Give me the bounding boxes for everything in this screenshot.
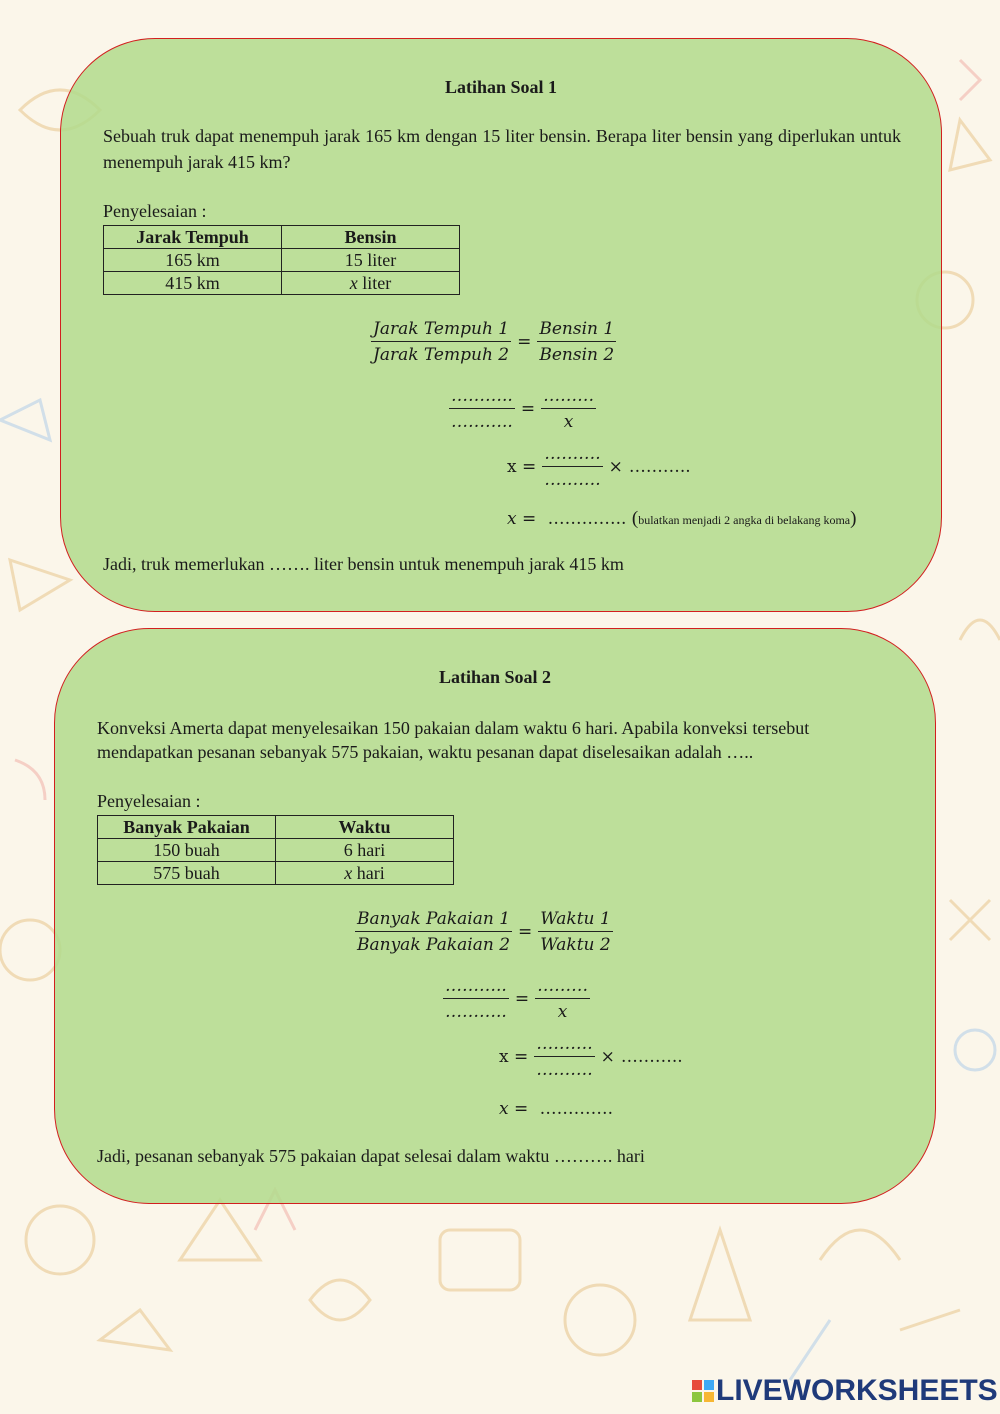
- equation-solve-x-2: [499, 1034, 683, 1080]
- table-header: Bensin: [282, 226, 460, 249]
- times-sign: ×: [608, 457, 623, 477]
- table-cell: 6 hari: [276, 839, 454, 862]
- table-header: Jarak Tempuh: [104, 226, 282, 249]
- x-equals: x =: [507, 457, 537, 477]
- solution-label-1: Penyelesaian :: [103, 201, 207, 221]
- blank-denominator: ………..: [451, 412, 513, 432]
- x-equals: x =: [499, 1047, 529, 1067]
- blank-result: …………..: [547, 509, 627, 529]
- fraction-denominator: Banyak Pakaian 2: [357, 935, 511, 955]
- exercise-1-conclusion: Jadi, truk memerlukan ……. liter bensin untuk menempuh jarak 415 km: [103, 554, 624, 574]
- blank-denominator: ……….: [544, 470, 601, 490]
- solution-label-2: Penyelesaian :: [97, 791, 201, 811]
- exercise-2-question-line1: Konveksi Amerta dapat menyelesaikan 150 pakaian dalam waktu 6 hari. Apabila konveksi tersebut: [97, 718, 810, 738]
- equals-sign: =: [520, 399, 536, 419]
- exercise-2-question-line2: mendapatkan pesanan sebanyak 575 pakaian, waktu pesanan dapat diselesaikan adalah …..: [97, 742, 754, 762]
- blank-numerator: ………: [541, 386, 596, 409]
- fraction-denominator: Bensin 2: [539, 345, 615, 365]
- blank-factor: ………..: [620, 1047, 683, 1067]
- equals-sign: =: [514, 989, 530, 1009]
- equation-ratio-1: [371, 319, 616, 365]
- exercise-1-title: Latihan Soal 1: [444, 77, 558, 97]
- liveworksheets-icon: [692, 1380, 714, 1402]
- table-cell: 15 liter: [282, 249, 460, 272]
- table-cell: 150 buah: [98, 839, 276, 862]
- open-paren: (: [631, 508, 639, 529]
- equation-blank-ratio-2: [443, 976, 590, 1022]
- table-header: Waktu: [276, 816, 454, 839]
- table-header: Banyak Pakaian: [98, 816, 276, 839]
- blank-denominator: ……….: [536, 1060, 593, 1080]
- fraction-numerator: Jarak Tempuh 1: [371, 319, 511, 342]
- table-cell: [282, 272, 460, 295]
- equation-blank-ratio-1: [449, 386, 596, 432]
- logo-text: LIVEWORKSHEETS: [716, 1374, 998, 1407]
- unit-label: liter: [357, 273, 392, 293]
- close-paren: ): [850, 508, 857, 529]
- liveworksheets-logo: [692, 1374, 998, 1408]
- blank-result: ………….: [539, 1099, 614, 1119]
- exercise-card-2: [54, 628, 936, 1204]
- exercise-2-conclusion: Jadi, pesanan sebanyak 575 pakaian dapat selesai dalam waktu ………. hari: [97, 1146, 645, 1166]
- blank-numerator: ……….: [542, 444, 602, 467]
- equals-sign: =: [518, 922, 533, 942]
- data-table-1: [103, 225, 460, 295]
- blank-factor: ………..: [628, 457, 691, 477]
- variable-x: x: [344, 863, 353, 883]
- blank-numerator: ………..: [443, 976, 509, 999]
- fraction-denominator: Waktu 2: [540, 935, 611, 955]
- fraction-numerator: Waktu 1: [538, 909, 612, 932]
- table-cell: 575 buah: [98, 862, 276, 885]
- fraction-denominator: x: [557, 1002, 568, 1022]
- blank-numerator: ………: [535, 976, 590, 999]
- blank-numerator: ………..: [449, 386, 515, 409]
- variable-x: x: [349, 273, 358, 293]
- blank-numerator: ……….: [534, 1034, 594, 1057]
- fraction-denominator: Jarak Tempuh 2: [373, 345, 510, 365]
- fraction-denominator: x: [563, 412, 574, 432]
- exercise-2-title: Latihan Soal 2: [438, 667, 552, 687]
- exercise-card-1: [60, 38, 942, 612]
- times-sign: ×: [600, 1047, 615, 1067]
- exercise-1-question: Sebuah truk dapat menempuh jarak 165 km dengan 15 liter bensin. Berapa liter bensin yang diperlukan untuk menempuh jarak 415 km?: [103, 126, 901, 172]
- data-table-2: [97, 815, 454, 885]
- equals-sign: =: [517, 332, 532, 352]
- x-equals: x =: [499, 1099, 529, 1119]
- table-cell: [276, 862, 454, 885]
- fraction-numerator: Banyak Pakaian 1: [355, 909, 512, 932]
- equation-result-1: [507, 508, 856, 530]
- table-cell: 415 km: [104, 272, 282, 295]
- rounding-note: bulatkan menjadi 2 angka di belakang koma: [638, 513, 851, 527]
- x-equals: x =: [507, 509, 537, 529]
- unit-label: hari: [352, 863, 385, 883]
- blank-denominator: ………..: [445, 1002, 507, 1022]
- equation-ratio-2: [355, 909, 613, 955]
- fraction-numerator: Bensin 1: [537, 319, 616, 342]
- equation-result-2: [499, 1099, 613, 1119]
- equation-solve-x-1: [507, 444, 691, 490]
- table-cell: 165 km: [104, 249, 282, 272]
